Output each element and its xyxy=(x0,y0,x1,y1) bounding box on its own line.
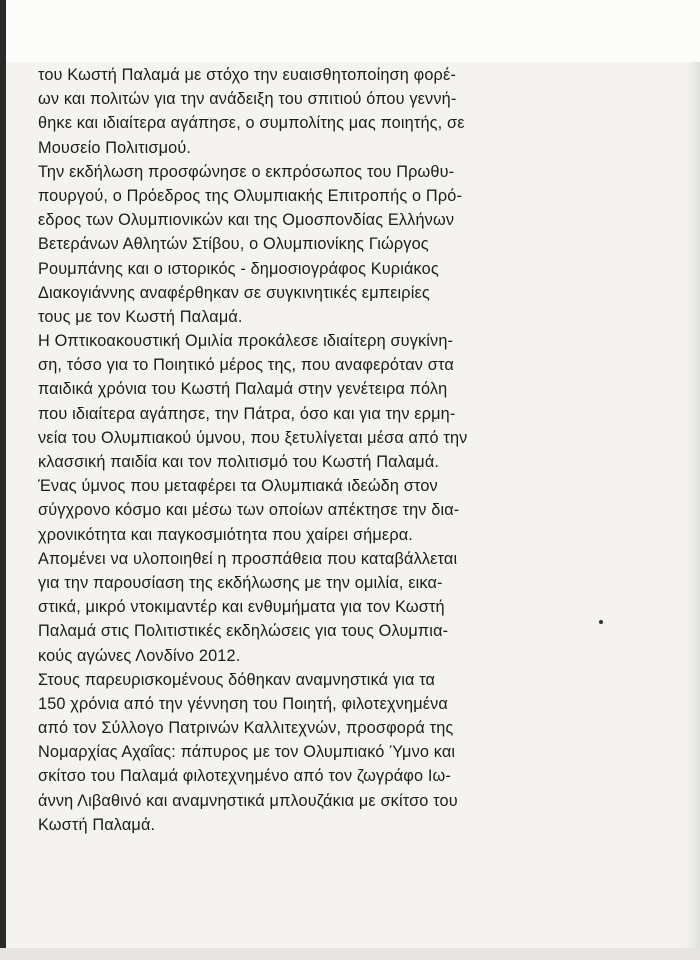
scan-left-edge xyxy=(0,0,6,960)
article-line: στικά, μικρό ντοκιμαντέρ και ενθυμήματα για τον Κωστή xyxy=(38,598,445,617)
article-line: θηκε και ιδιαίτερα αγάπησε, ο συμπολίτης μας ποιητής, σε xyxy=(38,114,465,133)
scan-bottom-edge xyxy=(0,948,700,960)
article-line: Την εκδήλωση προσφώνησε ο εκπρόσωπος του Πρωθυ- xyxy=(38,162,455,181)
scan-speck xyxy=(599,620,603,624)
article-line: τους με τον Κωστή Παλαμά. xyxy=(38,307,243,326)
article-line: Μουσείο Πολιτισμού. xyxy=(38,138,192,157)
page-top-margin xyxy=(0,0,700,62)
article-text-column xyxy=(38,63,598,837)
article-line: για την παρουσίαση της εκδήλωσης με την ομιλία, εικα- xyxy=(38,573,443,592)
article-line: παιδικά χρόνια του Κωστή Παλαμά στην γενέτειρα πόλη xyxy=(38,380,448,399)
article-line: άννη Λιβαθινό και αναμνηστικά μπλουζάκια με σκίτσο του xyxy=(38,791,458,810)
article-line: Νομαρχίας Αχαΐας: πάπυρος με τον Ολυμπιακό Ύμνο και xyxy=(38,743,456,762)
article-line: κούς αγώνες Λονδίνο 2012. xyxy=(38,646,241,665)
article-line: νεία του Ολυμπιακού ύμνου, που ξετυλίγεται μέσα από την xyxy=(38,428,468,447)
article-line: ση, τόσο για το Ποιητικό μέρος της, που αναφερόταν στα xyxy=(38,356,454,375)
article-line: Η Οπτικοακουστική Ομιλία προκάλεσε ιδιαίτερη συγκίνη- xyxy=(38,332,454,351)
article-line: που ιδιαίτερα αγάπησε, την Πάτρα, όσο και για την ερμη- xyxy=(38,404,456,423)
article-line: Στους παρευρισκομένους δόθηκαν αναμνηστικά για τα xyxy=(38,670,436,689)
article-line: ων και πολιτών για την ανάδειξη του σπιτιού όπου γεννή- xyxy=(38,90,457,109)
article-line: κλασσική παιδία και τον πολιτισμό του Κωστή Παλαμά. xyxy=(38,453,440,471)
article-line: Διακογιάννης αναφέρθηκαν σε συγκινητικές εμπειρίες xyxy=(38,283,430,302)
article-line: 150 χρόνια από την γέννηση του Ποιητή, φιλοτεχνημένα xyxy=(38,694,448,713)
article-line: Παλαμά στις Πολιτιστικές εκδηλώσεις για τους Ολυμπια- xyxy=(38,622,449,641)
article-line: Βετεράνων Αθλητών Στίβου, ο Ολυμπιονίκης Γιώργος xyxy=(38,235,429,254)
article-line: σκίτσο του Παλαμά φιλοτεχνημένο από τον ζωγράφο Ιω- xyxy=(38,767,451,786)
article-line: Ένας ύμνος που μεταφέρει τα Ολυμπιακά ιδεώδη στον xyxy=(38,477,438,496)
article-line: σύγχρονο κόσμο και μέσω των οποίων απέκτησε την δια- xyxy=(38,501,460,520)
article-line: του Κωστή Παλαμά με στόχο την ευαισθητοποίηση φορέ- xyxy=(38,66,456,84)
article-line: εδρος των Ολυμπιονικών και της Ομοσπονδίας Ελλήνων xyxy=(38,211,455,230)
article-line: από τον Σύλλογο Πατρινών Καλλιτεχνών, προσφορά της xyxy=(38,719,454,738)
scan-right-shadow xyxy=(686,62,700,948)
article-line: Απομένει να υλοποιηθεί η προσπάθεια που καταβάλλεται xyxy=(38,549,458,568)
article-line: Ρουμπάνης και ο ιστορικός - δημοσιογράφος Κυριάκος xyxy=(38,259,439,278)
article-line: πουργού, ο Πρόεδρος της Ολυμπιακής Επιτροπής ο Πρό- xyxy=(38,186,463,205)
article-line: Κωστή Παλαμά. xyxy=(38,815,156,834)
article-line: χρονικότητα και παγκοσμιότητα που χαίρει σήμερα. xyxy=(38,525,413,544)
